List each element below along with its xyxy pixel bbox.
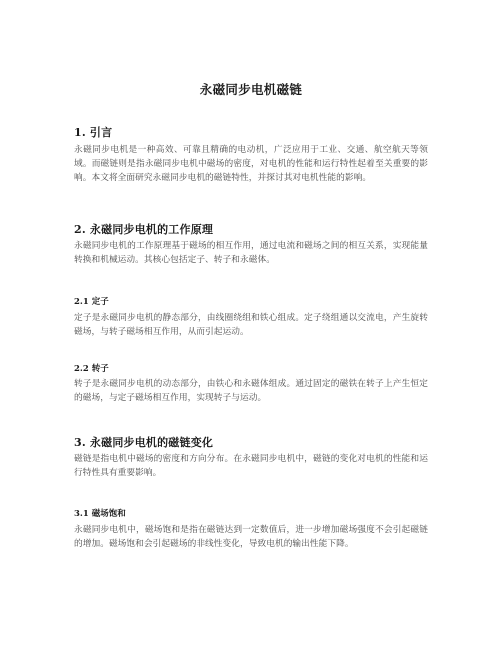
paragraph: 磁链是指电机中磁场的密度和方向分布。在永磁同步电机中，磁链的变化对电机的性能和运行特性具有重要影响。 bbox=[74, 454, 428, 478]
section-heading: 1. 引言 bbox=[74, 126, 113, 139]
subsection-paragraph-stator bbox=[74, 311, 428, 339]
paragraph: 永磁同步电机的工作原理基于磁场的相互作用，通过电流和磁场之间的相互关系，实现能量转换和机械运动。其核心包括定子、转子和永磁体。 bbox=[74, 241, 428, 265]
subsection-paragraph-saturation bbox=[74, 523, 428, 551]
subsection-heading: 3.1 磁场饱和 bbox=[74, 509, 126, 519]
section-heading: 3. 永磁同步电机的磁链变化 bbox=[74, 436, 214, 449]
section-paragraph-introduction bbox=[74, 143, 428, 185]
paragraph: 永磁同步电机中，磁场饱和是指在磁链达到一定数值后，进一步增加磁场强度不会引起磁链的增加。磁场饱和会引起磁场的非线性变化，导致电机的输出性能下降。 bbox=[74, 525, 428, 549]
section-heading: 2. 永磁同步电机的工作原理 bbox=[74, 223, 214, 236]
section-heading-flux-change bbox=[74, 434, 428, 450]
section-heading-introduction bbox=[74, 124, 428, 140]
subsection-heading-rotor bbox=[74, 362, 428, 374]
subsection-heading-stator bbox=[74, 295, 428, 307]
subsection-paragraph-rotor bbox=[74, 377, 428, 405]
paragraph: 定子是永磁同步电机的静态部分，由线圈绕组和铁心组成。定子绕组通以交流电，产生旋转磁场，与转子磁场相互作用，从而引起运动。 bbox=[74, 313, 428, 337]
subsection-heading-saturation bbox=[74, 507, 428, 519]
paragraph: 永磁同步电机是一种高效、可靠且精确的电动机，广泛应用于工业、交通、航空航天等领域。而磁链则是指永磁同步电机中磁场的密度，对电机的性能和运行特性起着至关重要的影响。本文将全面研究永磁同步电机的磁链特性，并探讨其对电机性能的影响。 bbox=[74, 145, 428, 183]
section-paragraph-flux-change bbox=[74, 452, 428, 480]
paragraph: 转子是永磁同步电机的动态部分，由铁心和永磁体组成。通过固定的磁铁在转子上产生恒定的磁场，与定子磁场相互作用，实现转子与运动。 bbox=[74, 379, 428, 403]
document-title: 永磁同步电机磁链 bbox=[199, 82, 303, 97]
section-heading-working-principle bbox=[74, 221, 428, 237]
subsection-heading: 2.1 定子 bbox=[74, 297, 109, 307]
subsection-heading: 2.2 转子 bbox=[74, 364, 109, 374]
section-paragraph-working-principle bbox=[74, 239, 428, 267]
